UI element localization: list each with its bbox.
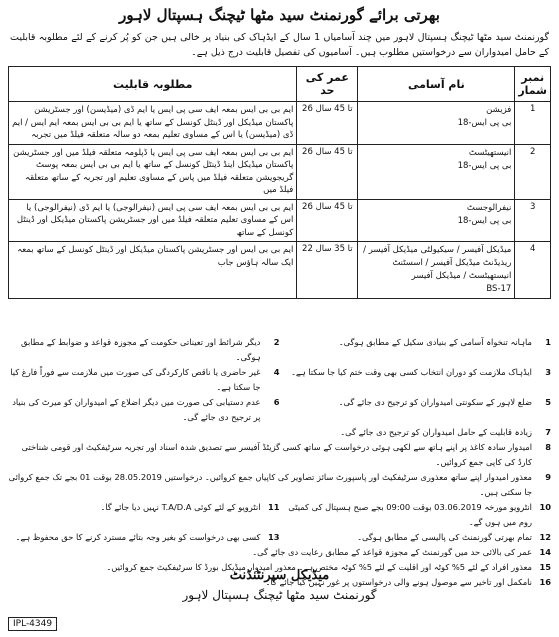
- terms-row: [8, 545, 551, 560]
- row-num: 2: [515, 144, 551, 199]
- row-qual: ایم بی بی ایس بمعہ ایف سی پی ایس یا ایم ڈی (میڈیسن) اور جسٹریشن پاکستان میڈیکل اور ڈینٹل کونسل کے ساتھ یا ایم بی بی ایس بمعہ ایم ایس / ایم ڈی (میڈیسن) یا اس کے مساوی تعلیم بمعہ دو سالہ متعلقہ فیلڈ میں تجربہ: [9, 102, 297, 145]
- term-text: معذور امیدوار اپنے ساتھ معذوری سرٹیفکیٹ اور پاسپورٹ سائز تصاویر کی کاپیاں جمع کروائیں۔ درخواستیں 28.05.2019 بوقت 01 بجے تک جمع کروائی جا سکتی ہیں۔: [8, 472, 532, 497]
- intro-paragraph: گورنمنٹ سید مٹھا ٹیچنگ ہسپتال لاہور میں چند آسامیاں 1 سال کے ایڈہاک کی بنیاد پر خالی ہیں جن کو پُر کرنے کے لئے مطلوبہ قابلیت کے حامل امیدواران سے درخواستیں مطلوب ہیں۔ آسامیوں کی تفصیل قابلیت درج ذیل ہے۔: [10, 32, 549, 58]
- row-age: 26 تا 45 سال: [297, 144, 358, 199]
- term-number: 15: [539, 562, 551, 572]
- header-age: عمر کی حد: [297, 67, 358, 102]
- term-text: عمر کی بالائی حد میں گورنمنٹ کے مجوزہ قواعد کے مطابق رعایت دی جائے گی۔: [252, 547, 532, 557]
- term-text: نامکمل اور تاخیر سے موصول ہونے والی درخواستوں پر غور نہیں کیا جائے گا۔: [265, 577, 532, 587]
- term-number: 3: [545, 367, 551, 377]
- terms-row: [8, 335, 551, 365]
- post-name: میڈیکل آفیسر / سیکیولٹی میڈیکل آفیسر / ریذیڈنٹ میڈیکل آفیسر / اسسٹنٹ انیستھیٹسٹ / میڈیکل آفیسر: [363, 245, 512, 281]
- post-name: انیستھیٹسٹ: [468, 147, 512, 158]
- post-grade: بی پی ایس-18: [457, 160, 512, 171]
- term-text: کسی بھی درخواست کو بغیر وجہ بتائے مسترد کرنے کا حق محفوظ ہے۔: [15, 532, 261, 542]
- row-age: 22 تا 35 سال: [297, 242, 358, 299]
- term-number: 8: [545, 442, 551, 452]
- table-row: [9, 199, 551, 242]
- post-grade: بی پی ایس-18: [457, 118, 512, 128]
- header-qual: مطلوبہ قابلیت: [9, 67, 297, 102]
- row-post: [358, 199, 515, 242]
- term-text: ماہانہ تنخواہ آسامی کے بنیادی سکیل کے مطابق ہوگی۔: [338, 337, 532, 347]
- term-text: معذور افراد کے لئے 5% کوٹہ اور اقلیت کے لئے 5% کوٹہ مختص ہے۔ معذور امیدوار میڈیکل بورڈ کا سرٹیفکیٹ جمع کروائیں۔: [106, 562, 532, 572]
- term-number: 6: [273, 397, 280, 407]
- term-text: دیگر شرائط اور تعیناتی حکومت کے مجوزہ قواعد و ضوابط کے مطابق ہوگی۔: [21, 337, 261, 362]
- signatory-org: گورنمنٹ سید مٹھا ٹیچنگ ہسپتال لاہور: [182, 588, 377, 602]
- term-text: انٹرویو مورخہ 03.06.2019 بوقت 09:00 بجے صبح ہسپتال کی کمیٹی روم میں ہوں گے۔: [288, 502, 532, 527]
- terms-list: [8, 335, 551, 590]
- row-post: [358, 144, 515, 199]
- terms-row: [8, 470, 551, 500]
- row-post: [358, 102, 515, 145]
- header-num: نمبر شمار: [515, 67, 551, 102]
- term-text: ضلع لاہور کے سکونتی امیدواران کو ترجیح دی جائے گی۔: [338, 397, 532, 407]
- term-number: 9: [545, 472, 551, 482]
- row-qual: ایم بی بی ایس بمعہ ایف سی پی ایس (نیفرالوجی) یا ایم ڈی (نیفرالوجی) یا اس کے مساوی تعلیم متعلقہ فیلڈ میں اور جسٹریشن پاکستان میڈیکل اور ڈینٹل کونسل کے ساتھ: [9, 199, 297, 242]
- post-name: نیفرالوجسٹ: [466, 202, 512, 213]
- posts-table: [8, 66, 551, 299]
- terms-row: [8, 440, 551, 470]
- term-text: انٹرویو کے لئے کوئی T.A/D.A نہیں دیا جائے گا۔: [100, 502, 261, 512]
- term-text: امیدوار سادہ کاغذ پر اپنے ہاتھ سے لکھی ہوئی درخواست کے ساتھ کسی گزیٹڈ آفیسر سے تصدیق شدہ اسناد اور تجربہ سرٹیفکیٹ اور قومی شناختی کارڈ کی کاپی جمع کروائیں۔: [21, 442, 532, 467]
- terms-row: [8, 395, 551, 425]
- term-number: 2: [273, 337, 280, 347]
- term-number: 12: [539, 532, 551, 542]
- term-number: 14: [539, 547, 551, 557]
- table-row: [9, 242, 551, 299]
- row-age: 26 تا 45 سال: [297, 199, 358, 242]
- terms-row: [8, 365, 551, 395]
- post-grade: BS-17: [486, 284, 512, 294]
- row-num: 3: [515, 199, 551, 242]
- table-row: [9, 102, 551, 145]
- term-number: 5: [545, 397, 551, 407]
- row-post: [358, 242, 515, 299]
- table-header-row: [9, 67, 551, 102]
- term-number: 4: [273, 367, 280, 377]
- term-text: عدم دستیابی کی صورت میں دیگر اضلاع کے امیدواران کو میرٹ کی بنیاد پر ترجیح دی جائے گی۔: [12, 397, 261, 422]
- terms-row: [8, 425, 551, 440]
- row-qual: ایم بی بی ایس اور جسٹریشن پاکستان میڈیکل اور ڈینٹل کونسل کے ساتھ بمعہ ایک سالہ ہاؤس جاب: [9, 242, 297, 299]
- signatory-title: میڈیکل سپرنٹنڈنٹ: [229, 568, 330, 583]
- row-num: 1: [515, 102, 551, 145]
- term-text: تمام بھرتی گورنمنٹ کی پالیسی کے مطابق ہوگی۔: [357, 532, 532, 542]
- term-number: 11: [267, 502, 280, 512]
- term-text: ایڈہاک ملازمت کو دوران انتخاب کسی بھی وقت ختم کیا جا سکتا ہے۔: [291, 367, 532, 377]
- terms-row: [8, 530, 551, 545]
- term-number: 13: [267, 532, 280, 542]
- table-row: [9, 144, 551, 199]
- term-text: زیادہ قابلیت کے حامل امیدواران کو ترجیح دی جائے گی۔: [340, 427, 532, 437]
- row-num: 4: [515, 242, 551, 299]
- ad-code: IPL-4349: [8, 617, 57, 631]
- post-grade: بی پی ایس-18: [457, 215, 512, 226]
- post-name: فزیشن: [486, 105, 512, 115]
- term-text: غیر حاضری یا ناقص کارکردگی کی صورت میں ملازمت سے فوراً فارغ کیا جا سکتا ہے۔: [10, 367, 261, 392]
- page-title: بھرتی برائے گورنمنٹ سید مٹھا ٹیچنگ ہسپتال لاہور: [119, 6, 440, 24]
- row-qual: ایم بی بی ایس بمعہ ایف سی پی ایس یا ڈپلومہ متعلقہ فیلڈ میں اور جسٹریشن پاکستان میڈیکل اینڈ ڈینٹل کونسل کے ساتھ یا ایم بی بی ایس بمعہ پوسٹ گریجویشن متعلقہ فیلڈ میں پاس کے مساوی تعلیم اور تجربہ کے ساتھ متعلقہ فیلڈ میں: [9, 144, 297, 199]
- term-number: 7: [545, 427, 551, 437]
- header-post: نام آسامی: [358, 67, 515, 102]
- term-number: 10: [539, 502, 551, 512]
- row-age: 26 تا 45 سال: [297, 102, 358, 145]
- term-number: 16: [539, 577, 551, 587]
- term-number: 1: [545, 337, 551, 347]
- terms-row: [8, 500, 551, 530]
